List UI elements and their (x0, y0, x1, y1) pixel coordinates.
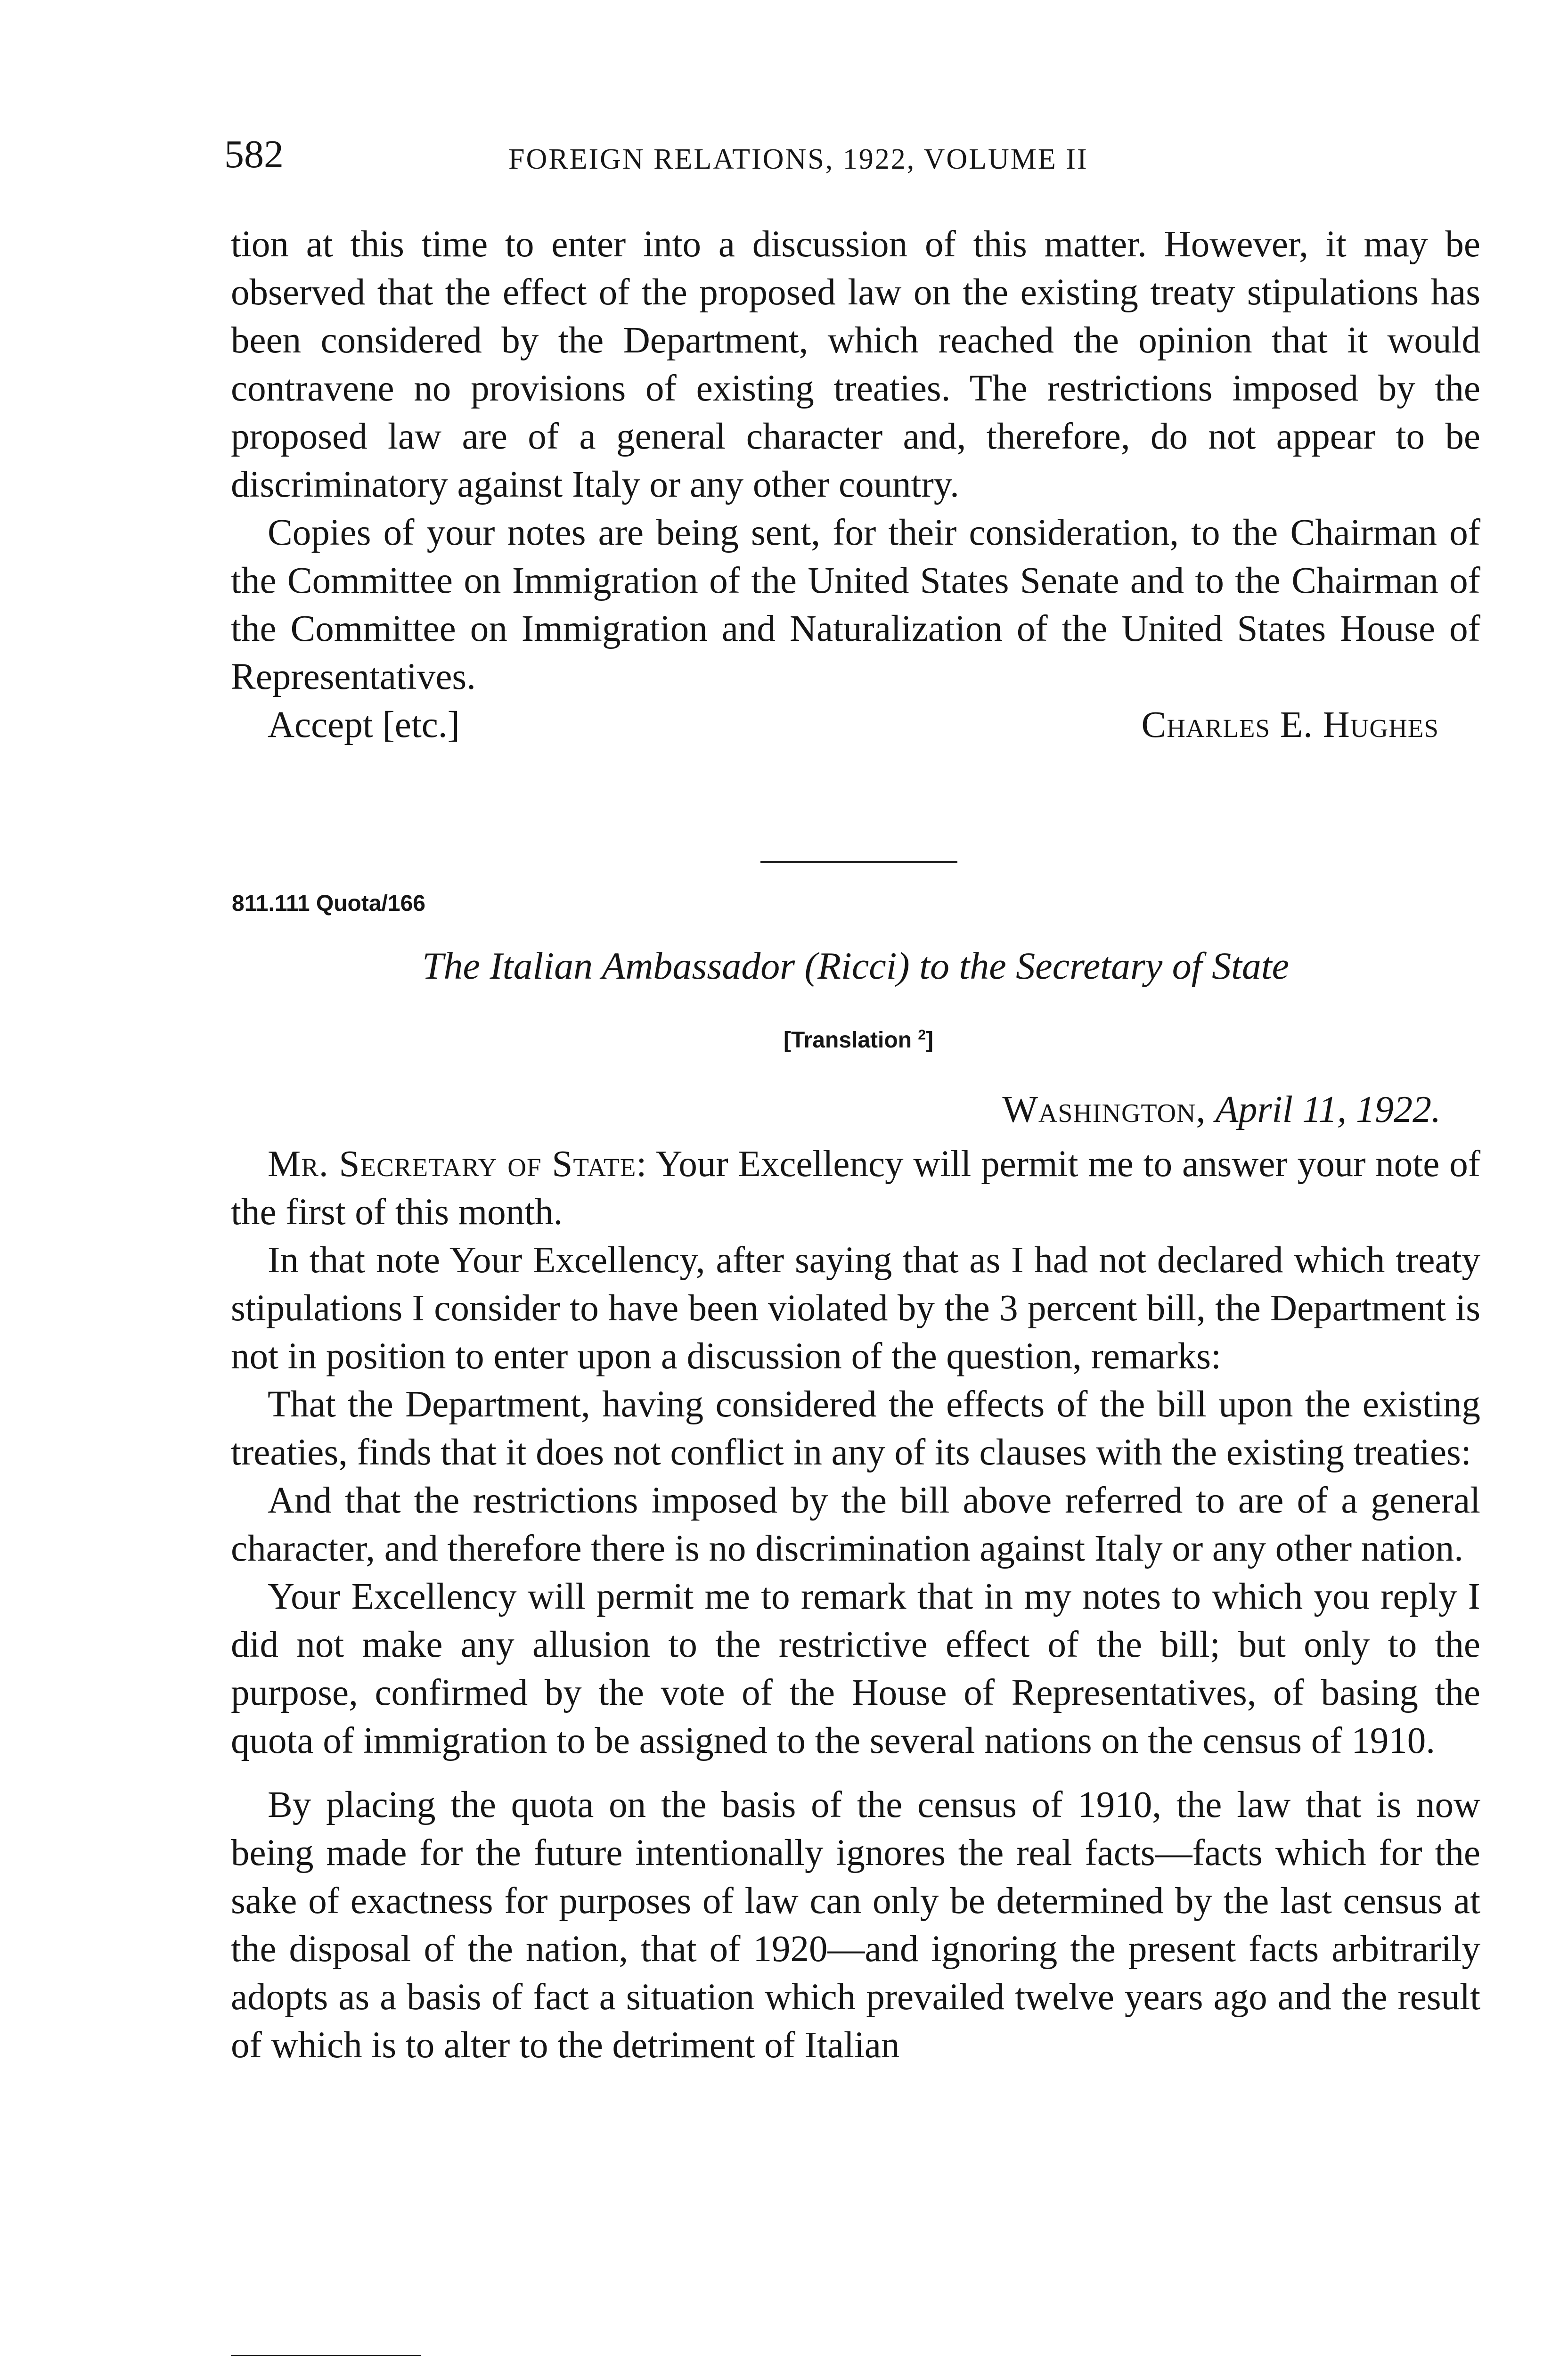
translation-close-bracket: ] (926, 1028, 934, 1053)
signature: Charles E. Hughes (1141, 704, 1439, 745)
previous-document-paragraph-1: tion at this time to enter into a discussion of this matter. However, it may be observed that the effect of the proposed law on the existing treaty stipulations has been considered by the Department, which reached the opinion that it would contravene no provisions of existing treaties. The restrictions imposed by the proposed law are of a general character and, therefore, do not appear to be discriminatory against Italy or any other country. (231, 224, 1480, 505)
dateline (231, 1084, 1441, 1136)
letter-paragraph-2: That the Department, having considered the effects of the bill upon the existing treaties, finds that it does not conflict in any of its clauses with the existing treaties: (231, 1384, 1480, 1473)
salutation-paragraph (231, 1140, 1480, 1236)
dateline-date: April 11, 1922. (1215, 1089, 1441, 1130)
letter-paragraph-4: Your Excellency will permit me to remark that in my notes to which you reply I did not make any allusion to the restrictive effect of the bill; but only to the purpose, confirmed by the vote of the House of Representatives, of basing the quota of immigration to be assigned to the several nations on the census of 1910. (231, 1576, 1480, 1761)
page-header (224, 126, 1478, 183)
letter-paragraph-1: In that note Your Excellency, after saying that as I had not declared which treaty stipulations I consider to have been violated by the 3 percent bill, the Department is not in position to enter upon a discussion of the question, remarks: (231, 1240, 1480, 1377)
file-number: 811.111 Quota/166 (232, 891, 425, 916)
document-separator-rule (760, 861, 957, 863)
document-title: The Italian Ambassador (Ricci) to the Secretary of State (422, 944, 1290, 987)
salutation: Mr. Secretary of State: (268, 1144, 647, 1185)
translation-footnote-mark: 2 (918, 1027, 926, 1043)
translation-label: [Translation (783, 1028, 912, 1053)
letter-body (231, 1140, 1480, 2070)
previous-document-text (231, 221, 1480, 749)
previous-document-paragraph-2: Copies of your notes are being sent, for their consideration, to the Chairman of the Committee on Immigration of the United States Senate and to the Chairman of the Committee on Immigration and Naturalization of the United States House of Representatives. (231, 512, 1480, 697)
closing-phrase: Accept [etc.] (268, 704, 460, 745)
translation-note (712, 1016, 1004, 1059)
letter-paragraph-5: By placing the quota on the basis of the census of 1910, the law that is now being made for the future intentionally ignores the real facts—facts which for the sake of exactness for purposes of law can only be determined by the last census at the disposal of the nation, that of 1920—and ignoring the present facts arbitrarily adopts as a basis of fact a situation which prevailed twelve years ago and the result of which is to alter to the detriment of Italian (231, 1784, 1480, 2066)
letter-paragraph-3: And that the restrictions imposed by the bill above referred to are of a general character, and therefore there is no discrimination against Italy or any other nation. (231, 1480, 1480, 1569)
page-number: 582 (224, 132, 284, 176)
closing-line (231, 701, 1480, 749)
opening-sentence: Your Excellency will permit me to answer your note of the first of this month. (231, 1144, 1481, 1233)
running-head: FOREIGN RELATIONS, 1922, VOLUME II (508, 143, 1088, 175)
dateline-place: Washington, (1002, 1089, 1206, 1130)
